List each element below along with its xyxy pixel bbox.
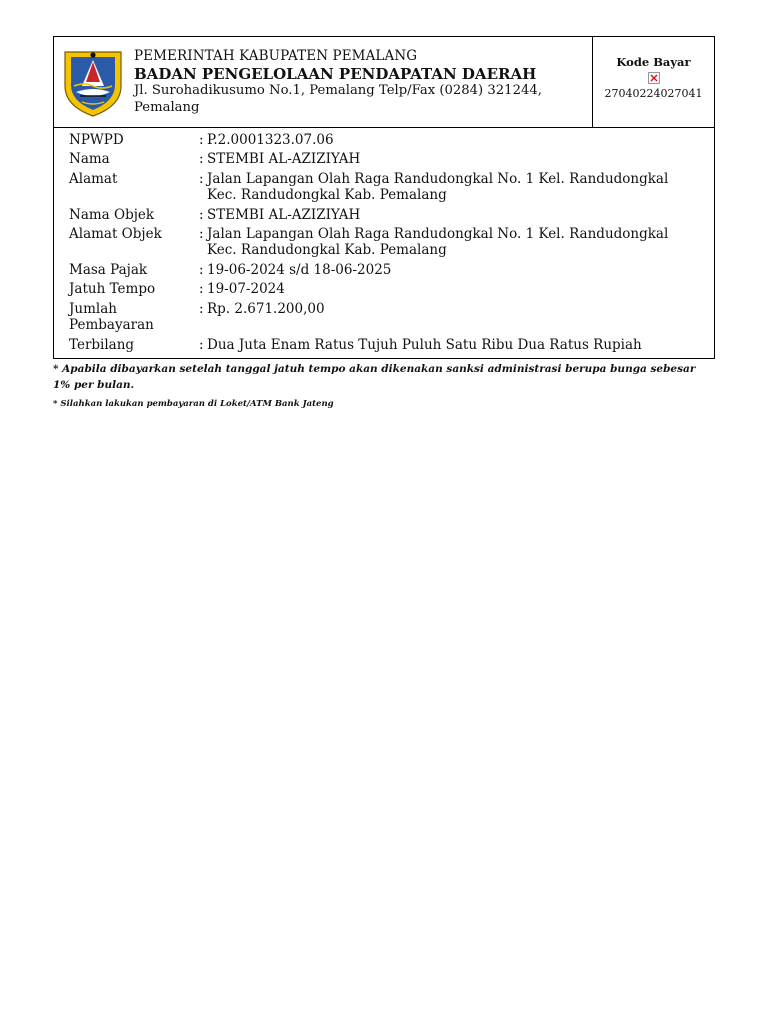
government-name: PEMERINTAH KABUPATEN PEMALANG xyxy=(134,47,418,64)
separator: : xyxy=(199,261,204,278)
alamat-objek-label: Alamat Objek xyxy=(69,226,162,243)
detail-row-alamat-objek xyxy=(69,224,714,260)
separator: : xyxy=(199,170,204,187)
npwpd-label: NPWPD xyxy=(69,131,124,148)
broken-image-icon xyxy=(648,72,660,84)
document-header xyxy=(53,36,715,128)
detail-row-alamat xyxy=(69,169,714,205)
detail-row-npwpd xyxy=(69,130,714,150)
jatuh-tempo-label: Jatuh Tempo xyxy=(69,281,156,298)
separator: : xyxy=(199,226,204,243)
late-payment-note: * Apabila dibayarkan setelah tanggal jatuh tempo akan dikenakan sanksi administrasi berupa bunga sebesar 1% per bulan. xyxy=(53,363,696,391)
separator: : xyxy=(199,336,204,353)
payment-document xyxy=(53,36,715,409)
kode-bayar-section xyxy=(592,37,714,127)
detail-row-nama-objek xyxy=(69,205,714,225)
terbilang-label: Terbilang xyxy=(69,336,135,353)
jatuh-tempo-value: 19-07-2024 xyxy=(207,281,285,298)
alamat-value: Jalan Lapangan Olah Raga Randudongkal No. 1 Kel. Randudongkal Kec. Randudongkal Kab. Pemalang xyxy=(207,170,669,203)
separator: : xyxy=(199,300,204,317)
agency-address: Jl. Surohadikusumo No.1, Pemalang Telp/Fax (0284) 321244, Pemalang xyxy=(134,83,542,115)
nama-objek-label: Nama Objek xyxy=(69,206,155,223)
nama-objek-value: STEMBI AL-AZIZIYAH xyxy=(207,206,361,223)
separator: : xyxy=(199,281,204,298)
npwpd-value: P.2.0001323.07.06 xyxy=(207,131,334,148)
alamat-objek-value: Jalan Lapangan Olah Raga Randudongkal No. 1 Kel. Randudongkal Kec. Randudongkal Kab. Pemalang xyxy=(207,226,669,259)
separator: : xyxy=(199,206,204,223)
header-org-section xyxy=(54,37,592,127)
detail-row-nama xyxy=(69,150,714,170)
pemalang-regency-emblem-icon xyxy=(62,46,124,118)
kode-bayar-label: Kode Bayar xyxy=(616,55,691,69)
tax-details xyxy=(53,128,715,359)
organization-info xyxy=(134,48,592,117)
jumlah-pembayaran-value: Rp. 2.671.200,00 xyxy=(207,300,325,317)
separator: : xyxy=(199,151,204,168)
agency-name: BADAN PENGELOLAAN PENDAPATAN DAERAH xyxy=(134,64,537,83)
jumlah-pembayaran-label: Jumlah Pembayaran xyxy=(69,300,154,333)
payment-location-note: * Silahkan lakukan pembayaran di Loket/ATM Bank Jateng xyxy=(53,398,334,409)
masa-pajak-label: Masa Pajak xyxy=(69,261,148,278)
alamat-label: Alamat xyxy=(69,170,118,187)
detail-row-terbilang xyxy=(69,335,714,355)
detail-row-jatuh-tempo xyxy=(69,280,714,300)
nama-value: STEMBI AL-AZIZIYAH xyxy=(207,151,361,168)
detail-row-jumlah-pembayaran xyxy=(69,299,714,335)
masa-pajak-value: 19-06-2024 s/d 18-06-2025 xyxy=(207,261,392,278)
separator: : xyxy=(199,131,204,148)
nama-label: Nama xyxy=(69,151,110,168)
kode-bayar-value: 27040224027041 xyxy=(604,87,703,100)
detail-row-masa-pajak xyxy=(69,260,714,280)
terbilang-value: Dua Juta Enam Ratus Tujuh Puluh Satu Ribu Dua Ratus Rupiah xyxy=(207,336,642,353)
